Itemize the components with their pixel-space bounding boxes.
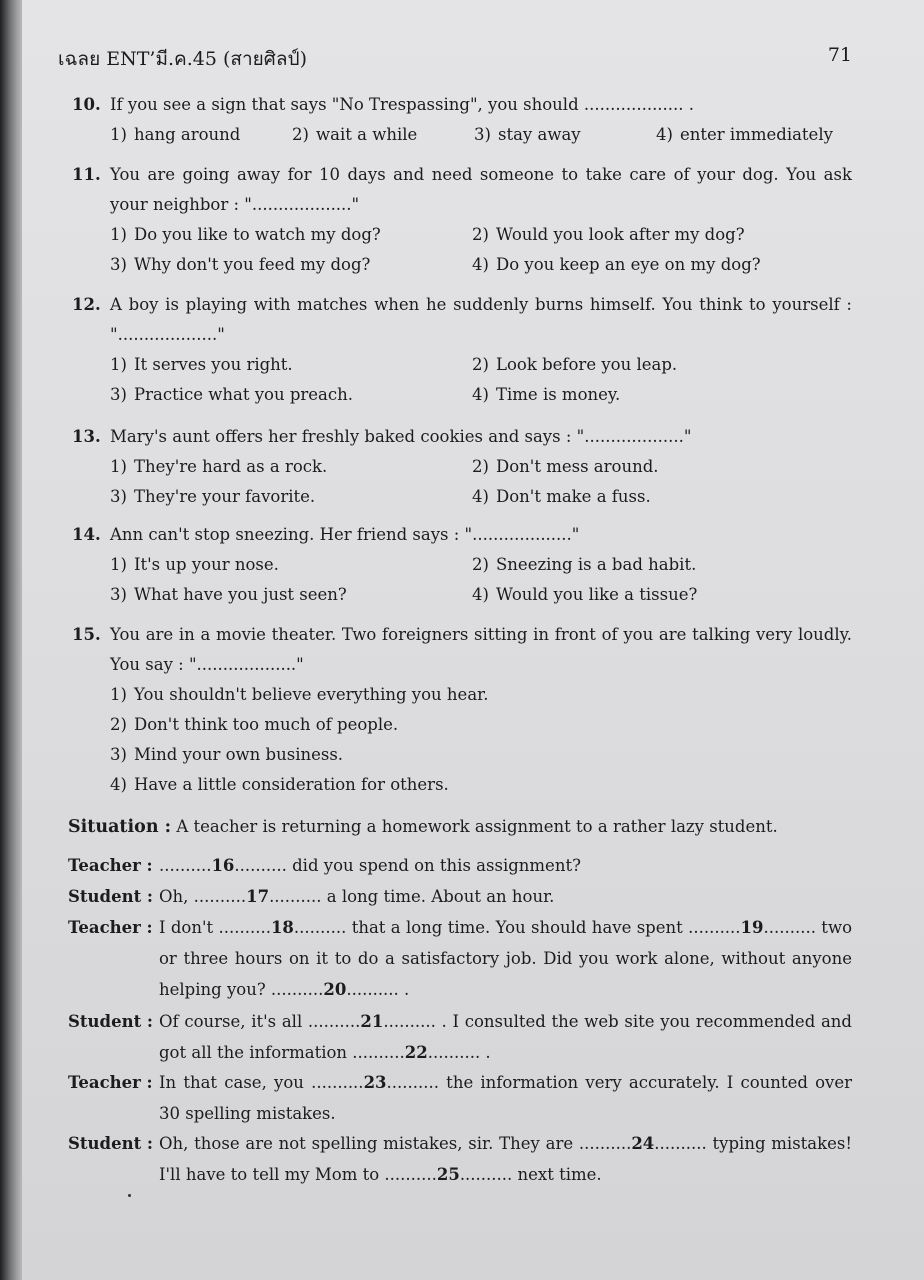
ink-dot bbox=[128, 1194, 131, 1197]
option-4[interactable]: 4) enter immediately bbox=[656, 125, 833, 144]
option-2[interactable]: 2) Would you look after my dog? bbox=[472, 225, 745, 244]
question-number: 12. bbox=[72, 295, 101, 314]
option-3[interactable]: 3) What have you just seen? bbox=[110, 585, 347, 604]
question-12 bbox=[72, 290, 852, 410]
dialogue-text: Oh, ..........17.......... a long time. About an hour. bbox=[159, 887, 555, 906]
dialogue-line bbox=[68, 850, 852, 881]
option-4[interactable]: 4) Would you like a tissue? bbox=[472, 585, 698, 604]
option-4[interactable]: 4) Don't make a fuss. bbox=[472, 487, 651, 506]
option-4[interactable]: 4) Do you keep an eye on my dog? bbox=[472, 255, 761, 274]
option-1[interactable]: 1) Do you like to watch my dog? bbox=[110, 225, 381, 244]
speaker-label: Teacher : bbox=[68, 918, 153, 937]
option-2[interactable]: 2) wait a while bbox=[292, 125, 418, 144]
blank-number: 22 bbox=[404, 1043, 428, 1062]
option-4[interactable]: 4) Time is money. bbox=[472, 385, 621, 404]
dialogue-text: In that case, you ..........23.......... the information very accurately. I counted over 30 spelling mistakes. bbox=[159, 1073, 852, 1123]
speaker-label: Teacher : bbox=[68, 856, 153, 875]
options bbox=[110, 350, 852, 410]
option-1[interactable]: 1) It's up your nose. bbox=[110, 555, 279, 574]
speaker-label: Student : bbox=[68, 887, 154, 906]
option-3[interactable]: 3) stay away bbox=[474, 125, 581, 144]
speaker-label: Student : bbox=[68, 1134, 154, 1153]
blank-number: 24 bbox=[631, 1134, 655, 1153]
option-3[interactable]: 3) Why don't you feed my dog? bbox=[110, 255, 371, 274]
speaker-label: Student : bbox=[68, 1012, 154, 1031]
page-header bbox=[58, 44, 852, 74]
question-number: 14. bbox=[72, 525, 101, 544]
situation bbox=[68, 812, 852, 842]
question-13 bbox=[72, 422, 852, 512]
page-header-title: เฉลย ENT’มี.ค.45 (สายศิลป์) bbox=[58, 48, 307, 70]
option-3[interactable]: 3) They're your favorite. bbox=[110, 487, 316, 506]
question-number: 15. bbox=[72, 625, 101, 644]
question-stem: You are going away for 10 days and need someone to take care of your dog. You ask your neighbor : "..................." bbox=[110, 165, 852, 214]
blank-number: 21 bbox=[360, 1012, 384, 1031]
option-4[interactable]: 4) Have a little consideration for others. bbox=[110, 775, 449, 794]
question-stem: Mary's aunt offers her freshly baked cookies and says : "..................." bbox=[110, 427, 692, 446]
question-15 bbox=[72, 620, 852, 800]
question-number: 10. bbox=[72, 95, 101, 114]
blank-number: 17 bbox=[246, 887, 270, 906]
options bbox=[110, 220, 852, 280]
dialogue-text: Of course, it's all ..........21.......... . I consulted the web site you recommended and got all the information ..........22.......... . bbox=[159, 1012, 852, 1062]
situation-text: A teacher is returning a homework assignment to a rather lazy student. bbox=[176, 817, 778, 836]
options bbox=[110, 120, 852, 150]
book-binding-shadow bbox=[0, 0, 22, 1280]
dialogue-line bbox=[68, 912, 852, 1005]
dialogue-line bbox=[68, 1128, 852, 1190]
question-10 bbox=[72, 90, 852, 150]
question-stem: If you see a sign that says "No Trespassing", you should ................... . bbox=[110, 95, 695, 114]
blank-number: 20 bbox=[323, 980, 347, 999]
option-2[interactable]: 2) Don't think too much of people. bbox=[110, 715, 399, 734]
question-stem: You are in a movie theater. Two foreigners sitting in front of you are talking very loudly. You say : "..................." bbox=[110, 625, 852, 674]
speaker-label: Teacher : bbox=[68, 1073, 153, 1092]
blank-number: 16 bbox=[211, 856, 235, 875]
dialogue-line bbox=[68, 1006, 852, 1068]
option-1[interactable]: 1) They're hard as a rock. bbox=[110, 457, 328, 476]
dialogue-text: I don't ..........18.......... that a long time. You should have spent ..........19.......... two or three hours on it to do a satisfactory job. Did you work alone, without anyone helping you? ..........20.......... . bbox=[159, 918, 852, 999]
question-11 bbox=[72, 160, 852, 280]
question-14 bbox=[72, 520, 852, 610]
dialogue-text: Oh, those are not spelling mistakes, sir. They are ..........24.......... typing mistakes! I'll have to tell my Mom to ..........25.......... next time. bbox=[159, 1134, 852, 1184]
option-2[interactable]: 2) Look before you leap. bbox=[472, 355, 678, 374]
option-3[interactable]: 3) Mind your own business. bbox=[110, 745, 344, 764]
blank-number: 25 bbox=[436, 1165, 460, 1184]
option-1[interactable]: 1) hang around bbox=[110, 125, 241, 144]
blank-number: 23 bbox=[363, 1073, 387, 1092]
options bbox=[110, 452, 852, 512]
options bbox=[110, 680, 852, 800]
options bbox=[110, 550, 852, 610]
question-stem: A boy is playing with matches when he suddenly burns himself. You think to yourself : "..................." bbox=[110, 295, 852, 344]
option-1[interactable]: 1) You shouldn't believe everything you hear. bbox=[110, 685, 489, 704]
exam-page bbox=[22, 0, 924, 1280]
question-number: 11. bbox=[72, 165, 101, 184]
blank-number: 18 bbox=[270, 918, 294, 937]
page-number: 71 bbox=[827, 44, 852, 66]
dialogue-text: ..........16.......... did you spend on this assignment? bbox=[159, 856, 581, 875]
situation-label: Situation : bbox=[68, 817, 172, 837]
option-2[interactable]: 2) Sneezing is a bad habit. bbox=[472, 555, 697, 574]
blank-number: 19 bbox=[740, 918, 764, 937]
option-1[interactable]: 1) It serves you right. bbox=[110, 355, 293, 374]
dialogue-line bbox=[68, 1067, 852, 1129]
dialogue-line bbox=[68, 881, 852, 912]
option-2[interactable]: 2) Don't mess around. bbox=[472, 457, 659, 476]
option-3[interactable]: 3) Practice what you preach. bbox=[110, 385, 353, 404]
question-stem: Ann can't stop sneezing. Her friend says : "..................." bbox=[110, 525, 580, 544]
question-number: 13. bbox=[72, 427, 101, 446]
